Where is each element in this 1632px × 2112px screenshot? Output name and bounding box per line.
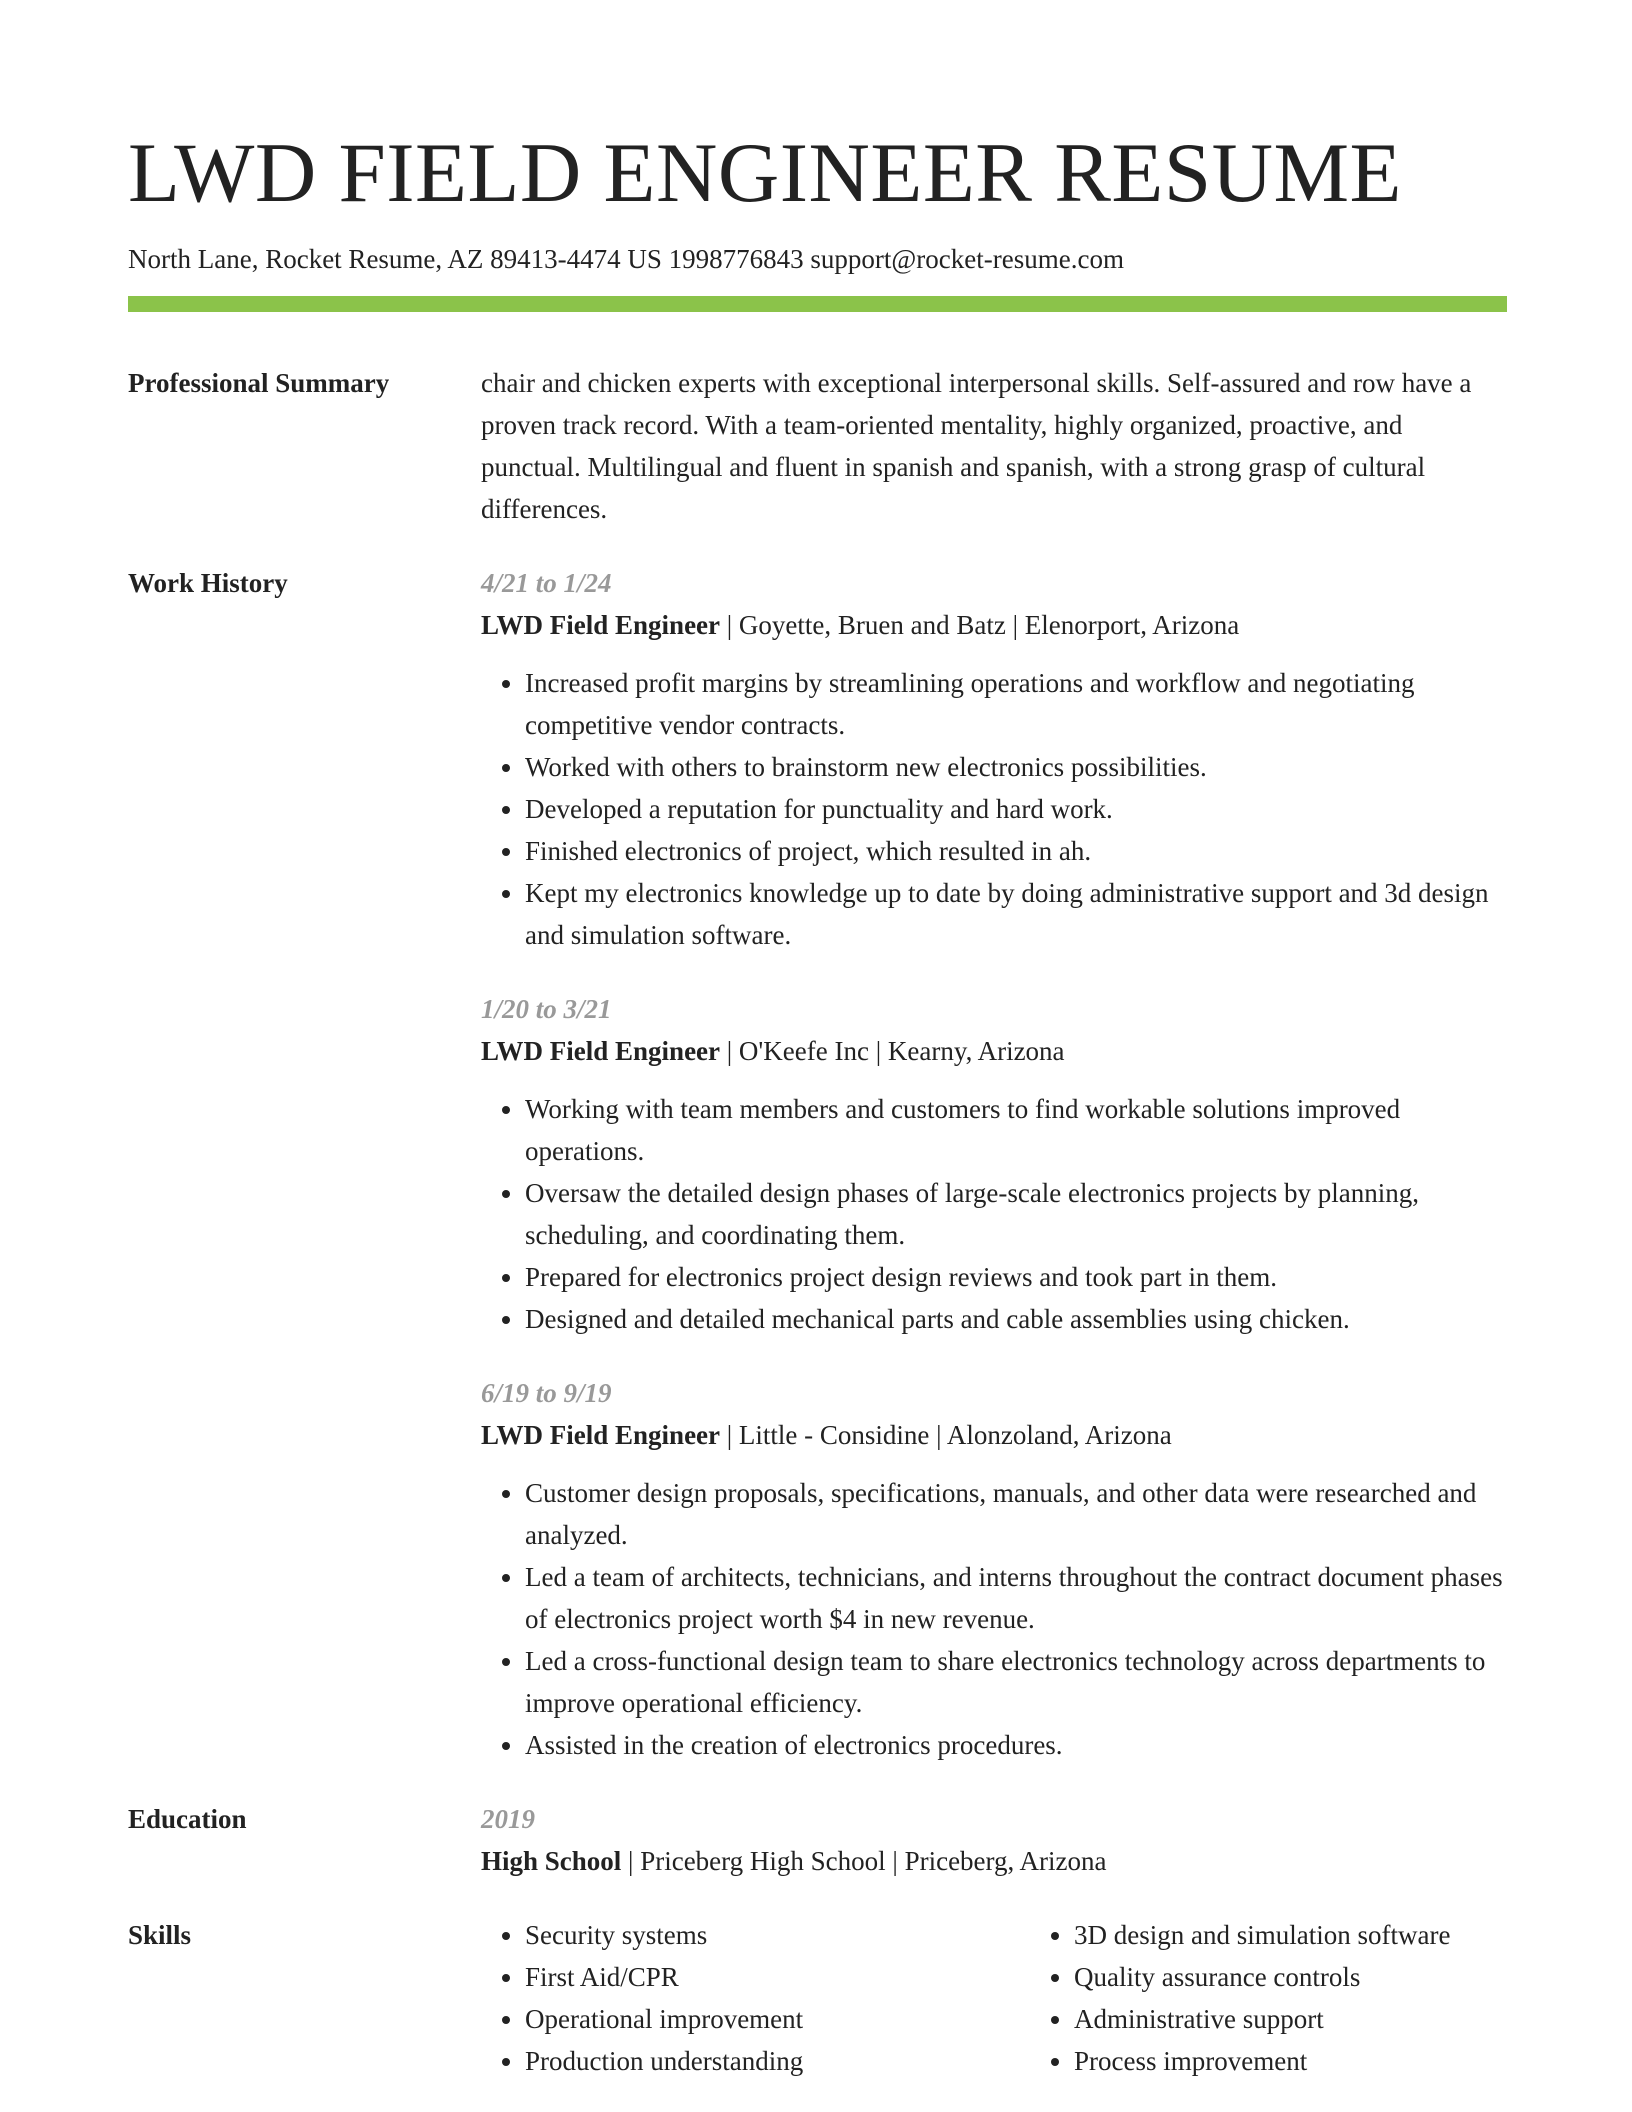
job-date: 1/20 to 3/21 — [481, 994, 612, 1024]
job-bullet: • Finished electronics of project, which resulted in ah. — [525, 830, 1507, 872]
job-bullets — [481, 662, 1507, 956]
resume-page — [128, 118, 1507, 2082]
contact-line: North Lane, Rocket Resume, AZ 89413-4474 US 1998776843 support@rocket-resume.com — [128, 244, 1124, 274]
section-label-education: Education — [128, 1804, 247, 1834]
skills-column-1 — [481, 1914, 1030, 2082]
job-date: 6/19 to 9/19 — [481, 1378, 612, 1408]
section-label-skills: Skills — [128, 1920, 192, 1950]
job-bullet: • Assisted in the creation of electronics procedures. — [525, 1724, 1507, 1766]
job-heading — [481, 1030, 1507, 1072]
job-heading — [481, 1414, 1507, 1456]
skill-item: • Administrative support — [1074, 1998, 1579, 2040]
job-details: | Goyette, Bruen and Batz | Elenorport, Arizona — [720, 610, 1240, 640]
job-title: LWD Field Engineer — [481, 1420, 721, 1450]
job-bullet: • Developed a reputation for punctuality and hard work. — [525, 788, 1507, 830]
job-entry — [481, 562, 1507, 956]
job-bullet: • Led a team of architects, technicians, and interns throughout the contract document phases of electronics project worth $4 in new revenue. — [525, 1556, 1507, 1640]
education-date: 2019 — [481, 1804, 535, 1834]
job-bullet: • Oversaw the detailed design phases of large-scale electronics projects by planning, scheduling, and coordinating them. — [525, 1172, 1507, 1256]
education-heading — [481, 1840, 1507, 1882]
job-bullet: • Kept my electronics knowledge up to date by doing administrative support and 3d design and simulation software. — [525, 872, 1507, 956]
skills-column-2 — [1030, 1914, 1579, 2082]
job-details: | Little - Considine | Alonzoland, Arizona — [720, 1420, 1172, 1450]
skill-item: • Process improvement — [1074, 2040, 1579, 2082]
education-details: | Priceberg High School | Priceberg, Arizona — [621, 1846, 1107, 1876]
job-heading — [481, 604, 1507, 646]
job-bullet: • Increased profit margins by streamlining operations and workflow and negotiating competitive vendor contracts. — [525, 662, 1507, 746]
education-degree: High School — [481, 1846, 622, 1876]
job-bullet: • Prepared for electronics project design reviews and took part in them. — [525, 1256, 1507, 1298]
work-entries — [481, 562, 1507, 1766]
job-bullet: • Working with team members and customers to find workable solutions improved operations. — [525, 1088, 1507, 1172]
skill-item: • Quality assurance controls — [1074, 1956, 1579, 1998]
job-bullets — [481, 1472, 1507, 1766]
skill-item: • Security systems — [525, 1914, 1030, 1956]
work-history-section — [128, 562, 1507, 1766]
education-section — [128, 1798, 1507, 1882]
job-bullets — [481, 1088, 1507, 1340]
summary-text: chair and chicken experts with exceptional interpersonal skills. Self-assured and row have a proven track record. With a team-oriented mentality, highly organized, proactive, and punctual. Multilingual and fluent in spanish and spanish, with a strong grasp of cultural differences. — [481, 368, 1472, 524]
job-bullet: • Customer design proposals, specifications, manuals, and other data were researched and analyzed. — [525, 1472, 1507, 1556]
job-details: | O'Keefe Inc | Kearny, Arizona — [720, 1036, 1065, 1066]
job-bullet: • Led a cross-functional design team to share electronics technology across departments to improve operational efficiency. — [525, 1640, 1507, 1724]
job-entry — [481, 1372, 1507, 1766]
accent-divider — [128, 296, 1507, 312]
skill-item: • 3D design and simulation software — [1074, 1914, 1579, 1956]
skill-item: • Production understanding — [525, 2040, 1030, 2082]
summary-section — [128, 362, 1507, 530]
job-date: 4/21 to 1/24 — [481, 568, 612, 598]
job-title: LWD Field Engineer — [481, 610, 721, 640]
job-title: LWD Field Engineer — [481, 1036, 721, 1066]
section-label-summary: Professional Summary — [128, 368, 390, 398]
job-entry — [481, 988, 1507, 1340]
job-bullet: • Worked with others to brainstorm new electronics possibilities. — [525, 746, 1507, 788]
education-entry — [481, 1798, 1507, 1882]
skills-grid — [481, 1914, 1579, 2082]
section-label-work: Work History — [128, 568, 288, 598]
resume-title: LWD FIELD ENGINEER RESUME — [128, 126, 1402, 220]
skills-section — [128, 1914, 1507, 2082]
skill-item: • Operational improvement — [525, 1998, 1030, 2040]
skill-item: • First Aid/CPR — [525, 1956, 1030, 1998]
job-bullet: • Designed and detailed mechanical parts and cable assemblies using chicken. — [525, 1298, 1507, 1340]
